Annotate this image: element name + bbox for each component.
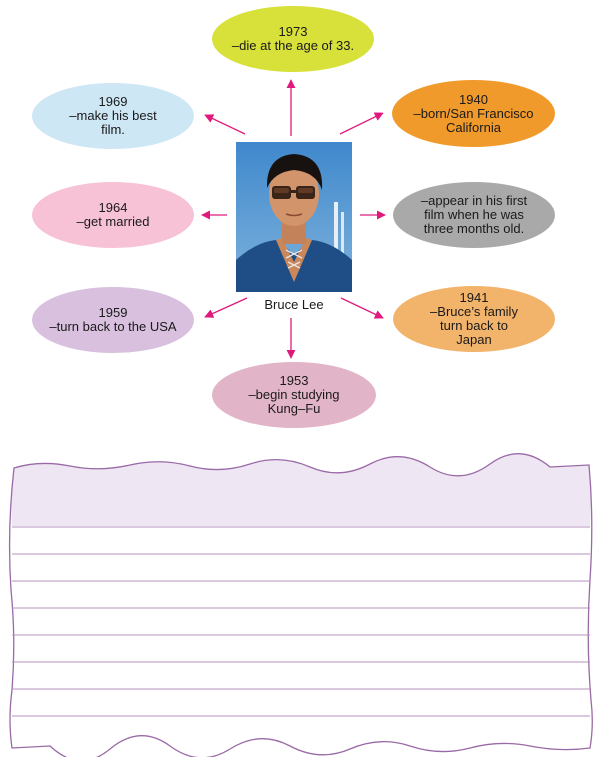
bubble-year: 1940 <box>459 91 488 107</box>
writing-lines <box>12 527 590 716</box>
bubble-line: –born/San Francisco <box>413 105 534 121</box>
bubble-line: Japan <box>456 332 492 347</box>
bubble-line: film. <box>101 122 125 137</box>
bubble-line: –make his best <box>69 108 157 123</box>
bubble-year: 1941 <box>459 290 489 305</box>
bubble-line: Kung–Fu <box>267 401 321 416</box>
center-name-label: Bruce Lee <box>264 297 324 312</box>
bubble-line: –begin studying <box>248 387 340 402</box>
bubble-year: 1969 <box>98 94 128 109</box>
bubble-line: –Bruce’s family <box>430 304 518 319</box>
bubble-year: 1953 <box>279 373 309 388</box>
bubble-line: –die at the age of 33. <box>231 38 355 53</box>
bubble-line: –appear in his first <box>420 193 528 208</box>
bubble-line: turn back to <box>440 318 508 333</box>
bubble-line: film when he was <box>424 207 524 222</box>
bubble-line: California <box>446 119 501 135</box>
bubble-year: 1973 <box>278 24 308 39</box>
bubble-year: 1964 <box>98 200 128 215</box>
bubble-year: 1959 <box>98 305 128 320</box>
bubble-line: –turn back to the USA <box>49 319 177 334</box>
writing-area-header <box>11 454 590 526</box>
bubble-line: three months old. <box>423 221 525 236</box>
bubble-line: –get married <box>76 214 150 229</box>
